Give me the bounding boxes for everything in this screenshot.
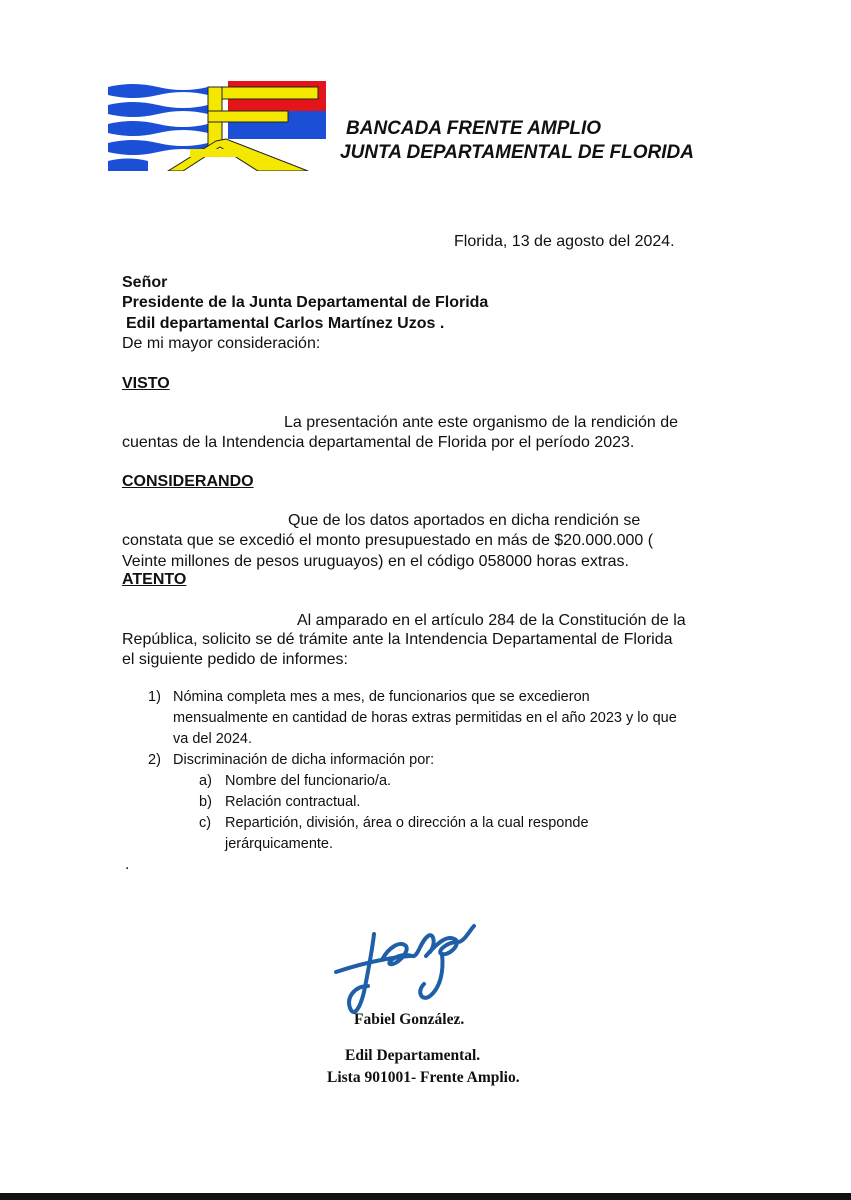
frente-amplio-logo (108, 81, 326, 171)
visto-line-2: cuentas de la Intendencia departamental de Florida por el período 2023. (122, 434, 635, 451)
addressee-title: Presidente de la Junta Departamental de Florida (122, 294, 489, 311)
considerando-line-2: constata que se excedió el monto presupuestado en más de $20.000.000 ( (122, 532, 654, 549)
considerando-heading: CONSIDERANDO (122, 473, 254, 490)
sub-item-c-line-1: Repartición, división, área o dirección a la cual responde (225, 815, 589, 831)
request-2-number: 2) (148, 752, 161, 768)
request-1-line-3: va del 2024. (173, 731, 253, 747)
date-line: Florida, 13 de agosto del 2024. (454, 233, 675, 250)
atento-heading: ATENTO (122, 571, 187, 588)
atento-line-2: República, solicito se dé trámite ante la Intendencia Departamental de Florida (122, 631, 673, 648)
request-1-line-1: Nómina completa mes a mes, de funcionarios que se excedieron (173, 689, 590, 705)
handwritten-signature (330, 912, 480, 1027)
atento-line-3: el siguiente pedido de informes: (122, 651, 348, 668)
page-bottom-edge (0, 1193, 851, 1200)
sub-item-a-letter: a) (199, 773, 212, 789)
sub-item-c-line-2: jerárquicamente. (225, 836, 333, 852)
considerando-line-3: Veinte millones de pesos uruguayos) en el código 058000 horas extras. (122, 553, 629, 570)
addressee-name: Edil departamental Carlos Martínez Uzos . (126, 315, 445, 332)
sub-item-c-letter: c) (199, 815, 212, 831)
greeting: De mi mayor consideración: (122, 335, 321, 352)
sub-item-a-text: Nombre del funcionario/a. (225, 773, 392, 789)
header-bancada: BANCADA FRENTE AMPLIO (346, 118, 602, 139)
sub-item-b-letter: b) (199, 794, 212, 810)
request-1-number: 1) (148, 689, 161, 705)
header-junta: JUNTA DEPARTAMENTAL DE FLORIDA (340, 142, 694, 163)
atento-line-1: Al amparado en el artículo 284 de la Constitución de la (297, 612, 686, 629)
visto-heading: VISTO (122, 375, 170, 392)
signatory-list: Lista 901001- Frente Amplio. (327, 1069, 520, 1086)
sub-item-b-text: Relación contractual. (225, 794, 361, 810)
request-2-text: Discriminación de dicha información por: (173, 752, 435, 768)
stray-dot: . (125, 856, 130, 873)
signatory-name: Fabiel González. (354, 1011, 465, 1028)
considerando-line-1: Que de los datos aportados en dicha rendición se (288, 512, 641, 529)
visto-line-1: La presentación ante este organismo de la rendición de (284, 414, 679, 431)
salutation: Señor (122, 274, 168, 291)
request-1-line-2: mensualmente en cantidad de horas extras permitidas en el año 2023 y lo que (173, 710, 677, 726)
signatory-role: Edil Departamental. (345, 1047, 481, 1064)
